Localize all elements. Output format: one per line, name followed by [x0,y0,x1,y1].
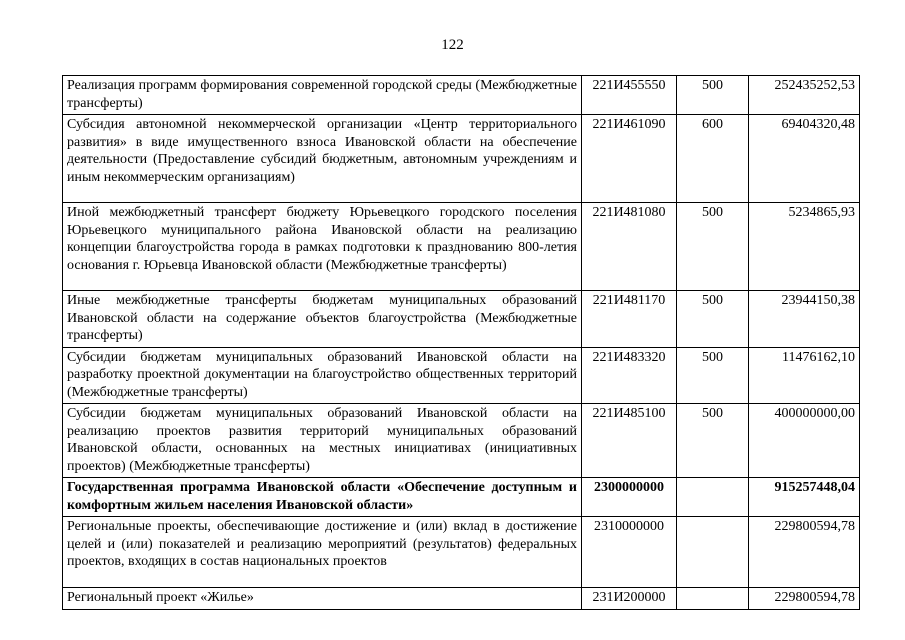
row-name-cell: Иные межбюджетные трансферты бюджетам муниципальных образований Ивановской области на содержание объектов благоустройства (Межбюджетные трансферты) [63,291,582,348]
row-name-cell: Субсидии бюджетам муниципальных образований Ивановской области на реализацию проектов развития территорий муниципальных образований Ивановской области, основанных на местных инициативах (инициативных проектов) (Межбюджетные трансферты) [63,404,582,478]
budget-expenditure-table [62,75,860,610]
table-row [63,478,860,517]
row-code-cell: 221И481080 [582,203,677,291]
row-expense-type-cell: 500 [677,203,749,291]
row-expense-type-cell: 500 [677,404,749,478]
table-row [63,203,860,291]
table-row [63,76,860,115]
row-name-cell: Субсидии бюджетам муниципальных образований Ивановской области на разработку проектной документации на благоустройство общественных территорий (Межбюджетные трансферты) [63,347,582,404]
row-code-cell: 2300000000 [582,478,677,517]
table-row [63,291,860,348]
row-expense-type-cell: 500 [677,76,749,115]
row-expense-type-cell [677,588,749,610]
row-amount-cell: 915257448,04 [749,478,860,517]
row-amount-cell: 400000000,00 [749,404,860,478]
row-amount-cell: 11476162,10 [749,347,860,404]
row-name-cell: Региональный проект «Жилье» [63,588,582,610]
budget-table-body [63,76,860,610]
row-expense-type-cell [677,517,749,588]
row-expense-type-cell: 600 [677,115,749,203]
row-name-cell: Государственная программа Ивановской области «Обеспечение доступным и комфортным жильем населения Ивановской области» [63,478,582,517]
row-name-cell: Реализация программ формирования современной городской среды (Межбюджетные трансферты) [63,76,582,115]
row-amount-cell: 69404320,48 [749,115,860,203]
row-expense-type-cell [677,478,749,517]
table-row [63,347,860,404]
row-name-cell: Субсидия автономной некоммерческой организации «Центр территориального развития» в виде имущественного взноса Ивановской области на обеспечение деятельности (Предоставление субсидий бюджетным, автономным учреждениям и иным некоммерческим организациям) [63,115,582,203]
table-row [63,404,860,478]
row-amount-cell: 5234865,93 [749,203,860,291]
row-code-cell: 221И461090 [582,115,677,203]
row-expense-type-cell: 500 [677,291,749,348]
row-code-cell: 231И200000 [582,588,677,610]
row-code-cell: 221И481170 [582,291,677,348]
row-name-cell: Иной межбюджетный трансферт бюджету Юрьевецкого городского поселения Юрьевецкого муниципального района Ивановской области на реализацию концепции благоустройства города в рамках подготовки к празднованию 800-летия основания г. Юрьевца Ивановской области (Межбюджетные трансферты) [63,203,582,291]
row-amount-cell: 229800594,78 [749,517,860,588]
row-code-cell: 221И485100 [582,404,677,478]
row-code-cell: 2310000000 [582,517,677,588]
table-row [63,115,860,203]
page-number: 122 [441,37,464,53]
row-code-cell: 221И455550 [582,76,677,115]
row-amount-cell: 229800594,78 [749,588,860,610]
row-name-cell: Региональные проекты, обеспечивающие достижение и (или) вклад в достижение целей и (или) показателей и реализацию мероприятий (результатов) федеральных проектов, входящих в состав национальных проектов [63,517,582,588]
row-amount-cell: 23944150,38 [749,291,860,348]
row-code-cell: 221И483320 [582,347,677,404]
table-row [63,517,860,588]
row-amount-cell: 252435252,53 [749,76,860,115]
row-expense-type-cell: 500 [677,347,749,404]
table-row [63,588,860,610]
